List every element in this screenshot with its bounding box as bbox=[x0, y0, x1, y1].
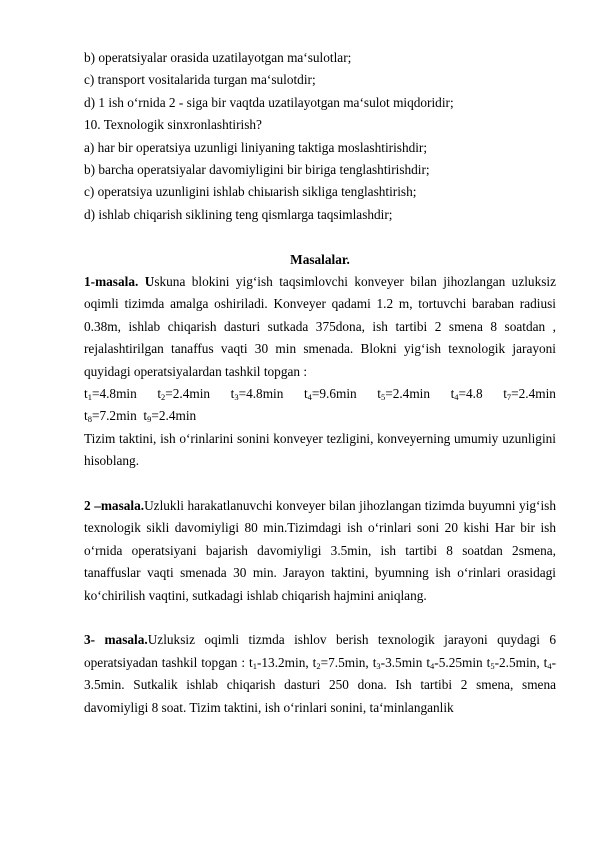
time-t8: $t_8=7.2\min$ bbox=[84, 408, 137, 425]
time-t9: $t_9=2.4\min$ bbox=[143, 408, 197, 425]
option-b-operations: b) operatsiyalar orasida uzatilayotgan ma‘sulotlar; bbox=[84, 50, 352, 65]
answer-b: b) barcha operatsiyalar davomiyligini bir biriga tenglashtirishdir; bbox=[84, 161, 430, 177]
task-1-intro-letter: U bbox=[144, 273, 155, 289]
section-heading: Masalalar. bbox=[290, 251, 350, 267]
blank-line bbox=[84, 607, 556, 629]
time-t3: $t_3=4.8\min$ bbox=[230, 385, 284, 402]
time-t5: $t_5=2.4\min$ bbox=[377, 385, 431, 402]
task-3-label: 3- masala. bbox=[84, 632, 148, 648]
task-3-paragraph: 3- masala.Uzluksiz oqimli tizmda ishlov berish texnologik jarayoni quydagi 6 operatsiyadan tashkil topgan : $t_1-13.2\min$, $t_2=7.5\min$, $t_3-3.5\min$ $t_4-5.25\min$ $t_5-2.5\min$, $t_4-3.5\min$. Sutkalik ishlab chiqarish dasturi 250 dona. Ish tartibi 2 smena, smena davomiyligi 8 soat. Tizim taktini, ish o‘rinlari sonini, ta‘minlanganlik bbox=[84, 632, 556, 715]
time-t6: $t_4=4.8$ bbox=[450, 385, 483, 402]
task-2-label: 2 –masala. bbox=[84, 497, 145, 513]
answer-c: c) operatsiya uzunligini ishlab chiыarish sikliga tenglashtirish; bbox=[84, 184, 417, 200]
task-2-text: Uzlukli harakatlanuvchi konveyer bilan jihozlangan tizimda buyumni yig‘ish texnologik sikli davomiyligi 80 min.Tizimdagi ish o‘rinlari soni 20 kishi Har bir ish o‘rnida operatsiyani bajarish davomiyligi 3.5min, ish tartibi 8 soatdan 2smena, tanaffuslar vaqti smenada 30 min. Jarayon taktini, byumning ish o‘rinlari orasidagi ko‘chirilish vaqtini, sutkadagi ishlab chiqarish hajmini aniqlang. bbox=[84, 497, 556, 603]
task-1-times-row-2 bbox=[84, 405, 556, 427]
task-1-text: skuna blokini yig‘ish taqsimlovchi konveyer bilan jihozlangan uzluksiz oqimli tizimda amalga oshiriladi. Konveyer qadami 1.2 m, tortuvchi baraban radiusi 0.38m, ishlab chiqarish dasturi sutkada 375dona, ish tartibi 2 smena 8 soatdan , rejalashtirilgan tanaffus vaqti 30 min smenada. Blokni yig‘ish texnologik jarayoni quyidagi operatsiyalardan tashkil topgan : bbox=[84, 273, 556, 379]
task-1-times-row bbox=[84, 383, 556, 405]
option-d-quantity: d) 1 ish o‘rnida 2 - siga bir vaqtda uzatilayotgan ma‘sulot miqdoridir; bbox=[84, 94, 454, 110]
option-c-transport: c) transport vositalarida turgan ma‘sulotdir; bbox=[84, 72, 316, 88]
time-t2: $t_2=2.4\min$ bbox=[157, 385, 211, 402]
time-t1: $t_1=4.8\min$ bbox=[84, 385, 137, 402]
task-1-label: 1-masala. bbox=[84, 273, 139, 289]
document-page bbox=[84, 47, 556, 719]
time-t7: $t_7=2.4\min$ bbox=[503, 385, 556, 402]
answer-d: d) ishlab chiqarish siklining teng qismlarga taqsimlashdir; bbox=[84, 206, 393, 222]
blank-line bbox=[84, 473, 556, 495]
answer-a: a) har bir operatsiya uzunligi liniyaning taktiga moslashtirishdir; bbox=[84, 139, 428, 155]
task-2-paragraph bbox=[84, 495, 556, 607]
time-t4: $t_4=9.6\min$ bbox=[303, 385, 357, 402]
question-10: 10. Texnologik sinxronlashtirish? bbox=[84, 117, 262, 133]
task-1-question: Tizim taktini, ish o‘rinlarini sonini konveyer tezligini, konveyerning umumiy uzunligini hisoblang. bbox=[84, 430, 556, 469]
task-1-paragraph bbox=[84, 271, 556, 383]
blank-line bbox=[84, 226, 556, 248]
